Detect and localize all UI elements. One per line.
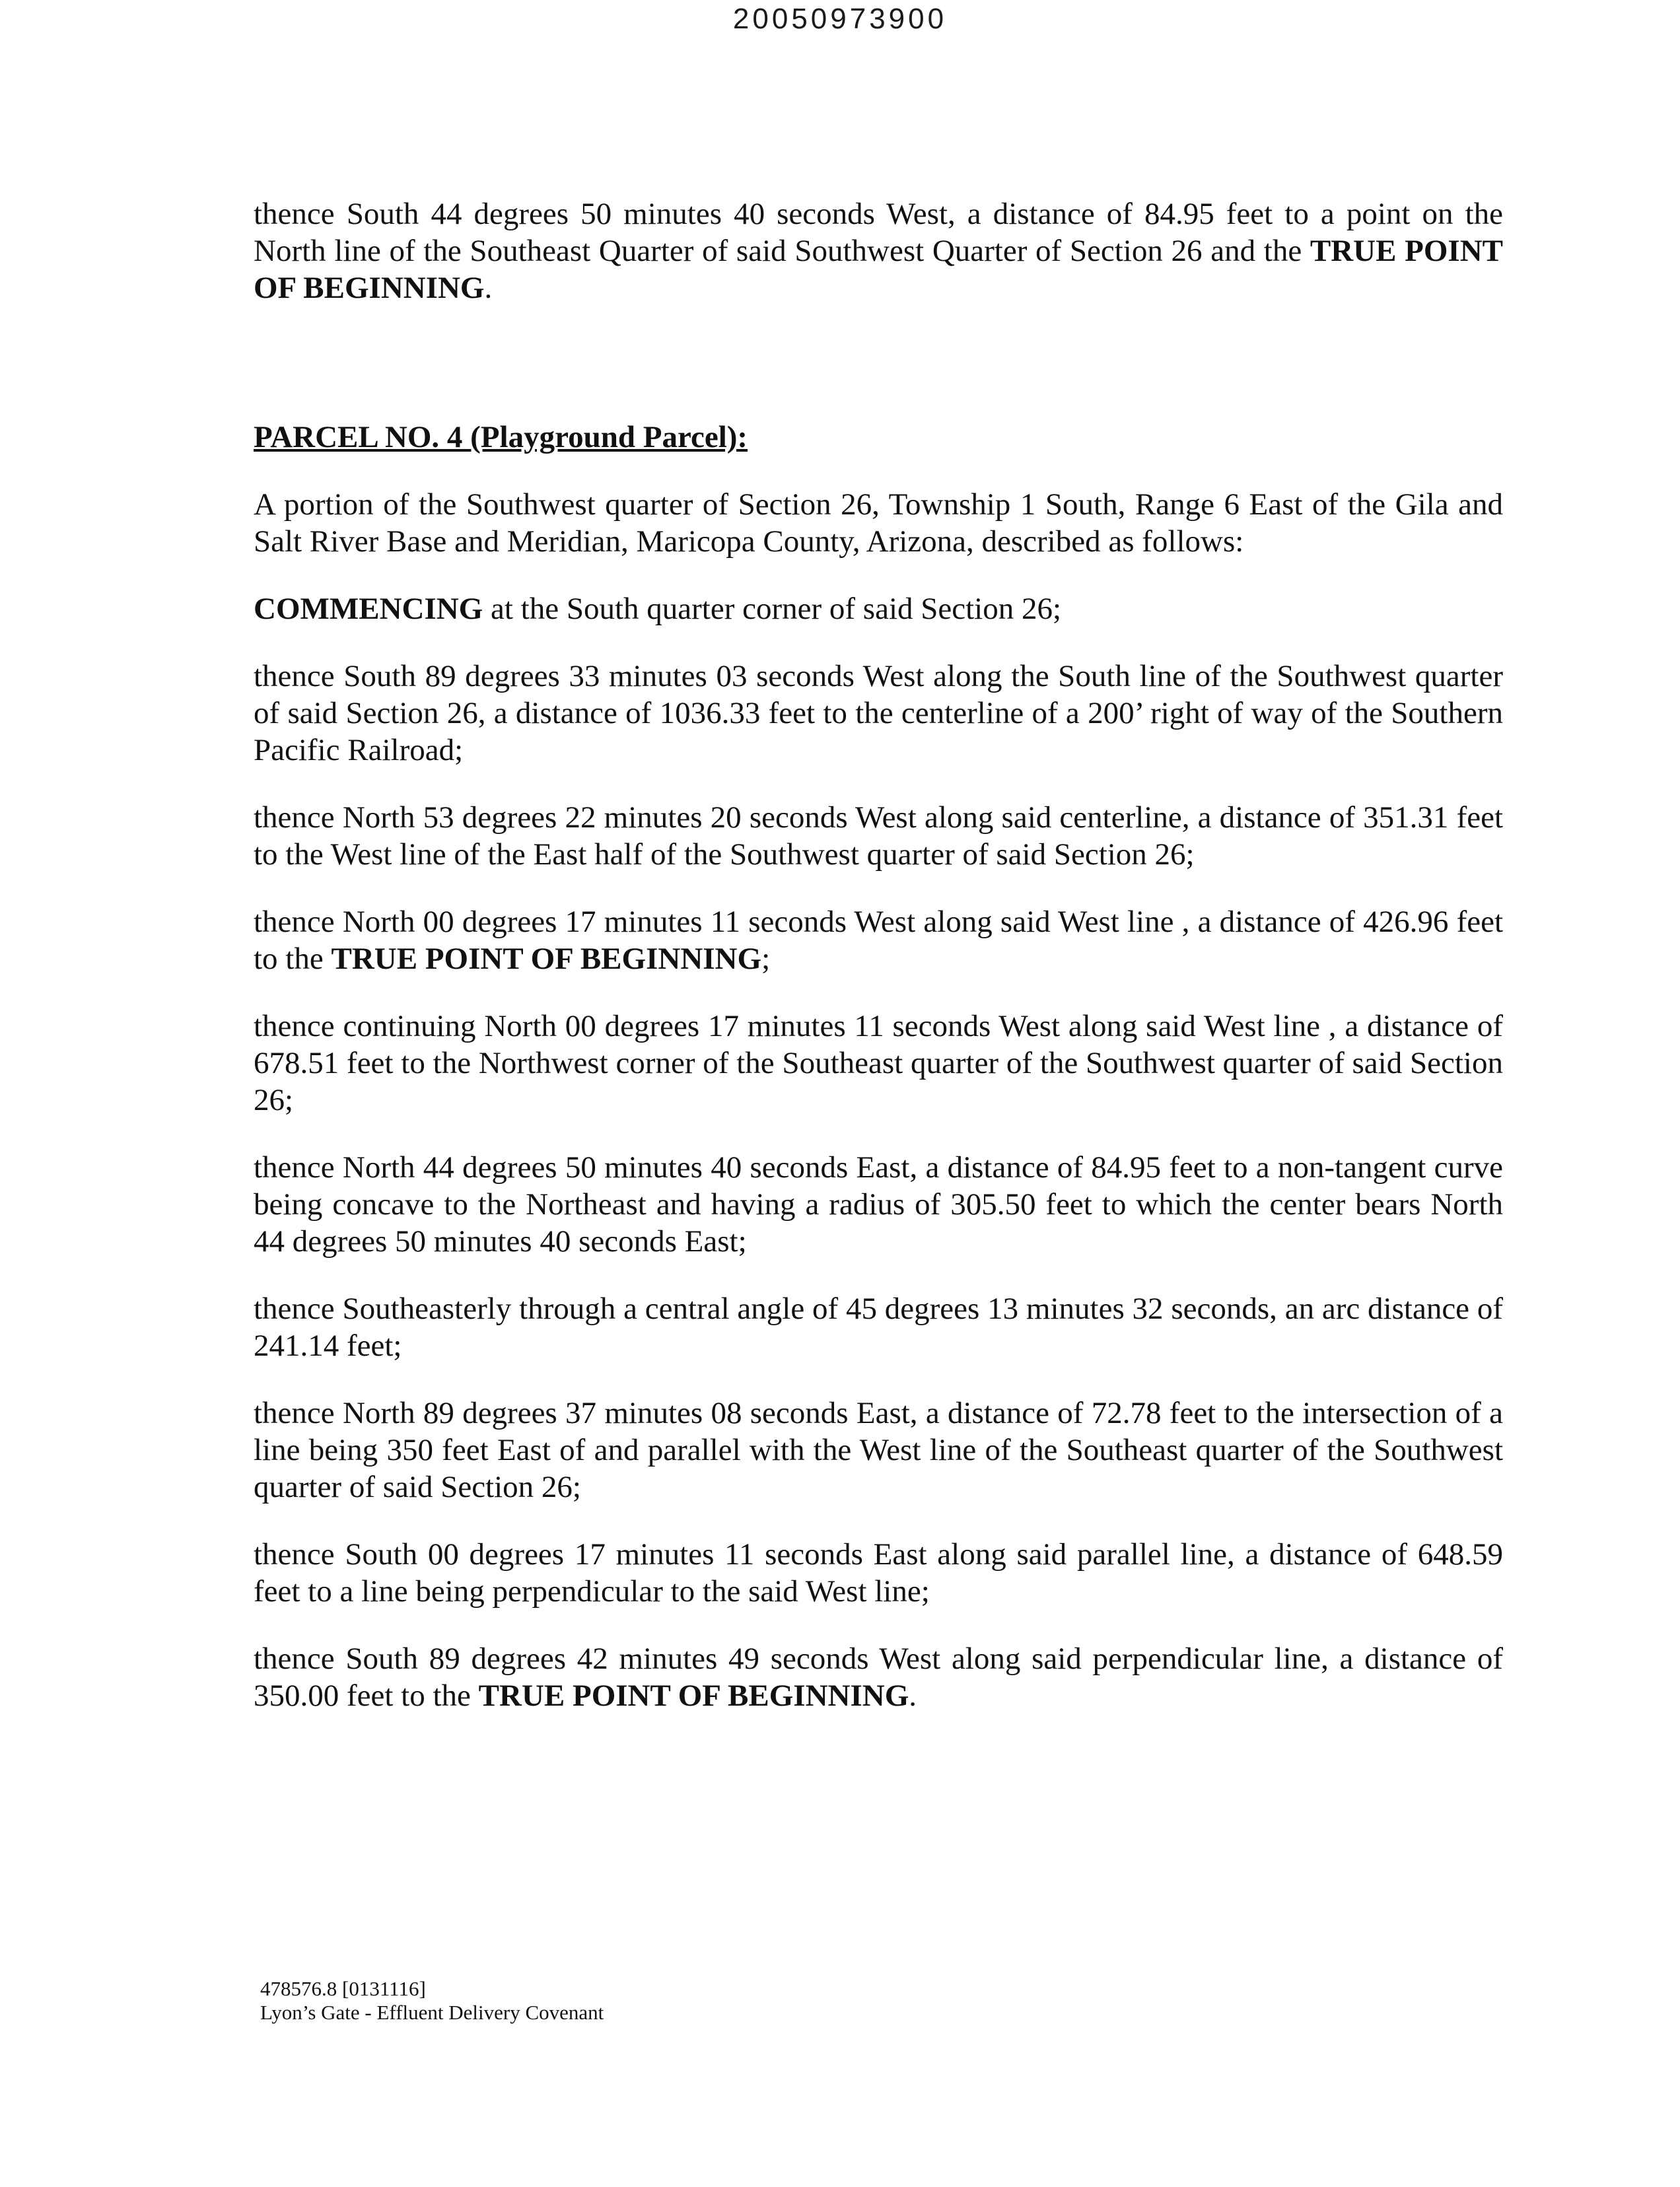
course-4: thence continuing North 00 degrees 17 minutes 11 seconds West along said West line , a distance of 678.51 feet to the Northwest corner of the Southeast quarter of the Southwest quarter of said Section 26; — [254, 1009, 1503, 1117]
document-footer — [260, 1977, 604, 2025]
footer-title: Lyon’s Gate - Effluent Delivery Covenant — [260, 2001, 604, 2024]
course-2: thence North 53 degrees 22 minutes 20 seconds West along said centerline, a distance of 351.31 feet to the West line of the East half of the Southwest quarter of said Section 26; — [254, 800, 1503, 872]
document-body — [254, 195, 1503, 1745]
course-6: thence Southeasterly through a central angle of 45 degrees 13 minutes 32 seconds, an arc distance of 241.14 feet; — [254, 1292, 1503, 1363]
commencing-paragraph: COMMENCING at the South quarter corner of said Section 26; — [254, 592, 1062, 626]
footer-reference: 478576.8 [0131116] — [260, 1977, 426, 2000]
course-9: thence South 89 degrees 42 minutes 49 seconds West along said perpendicular line, a distance of 350.00 feet to the TRUE POINT OF BEGINNING. — [254, 1642, 1503, 1713]
parcel-description: A portion of the Southwest quarter of Section 26, Township 1 South, Range 6 East of the Gila and Salt River Base and Meridian, Maricopa County, Arizona, described as follows: — [254, 487, 1503, 559]
parcel-heading: PARCEL NO. 4 (Playground Parcel): — [254, 420, 748, 454]
course-1: thence South 89 degrees 33 minutes 03 seconds West along the South line of the Southwest quarter of said Section 26, a distance of 1036.33 feet to the centerline of a 200’ right of way of the Southern Pacific Railroad; — [254, 659, 1503, 767]
course-8: thence South 00 degrees 17 minutes 11 seconds East along said parallel line, a distance of 648.59 feet to a line being perpendicular to the said West line; — [254, 1537, 1503, 1609]
course-7: thence North 89 degrees 37 minutes 08 seconds East, a distance of 72.78 feet to the intersection of a line being 350 feet East of and parallel with the West line of the Southeast quarter of the Southwest quarter of said Section 26; — [254, 1396, 1503, 1504]
course-3: thence North 00 degrees 17 minutes 11 seconds West along said West line , a distance of 426.96 feet to the TRUE POINT OF BEGINNING; — [254, 905, 1503, 976]
document-number: 20050973900 — [732, 3, 948, 35]
intro-paragraph: thence South 44 degrees 50 minutes 40 seconds West, a distance of 84.95 feet to a point on the North line of the Southeast Quarter of said Southwest Quarter of Section 26 and the TRUE POINT OF BEGINNING. — [254, 197, 1503, 305]
course-5: thence North 44 degrees 50 minutes 40 seconds East, a distance of 84.95 feet to a non-tangent curve being concave to the Northeast and having a radius of 305.50 feet to which the center bears North 44 degrees 50 minutes 40 seconds East; — [254, 1150, 1503, 1259]
